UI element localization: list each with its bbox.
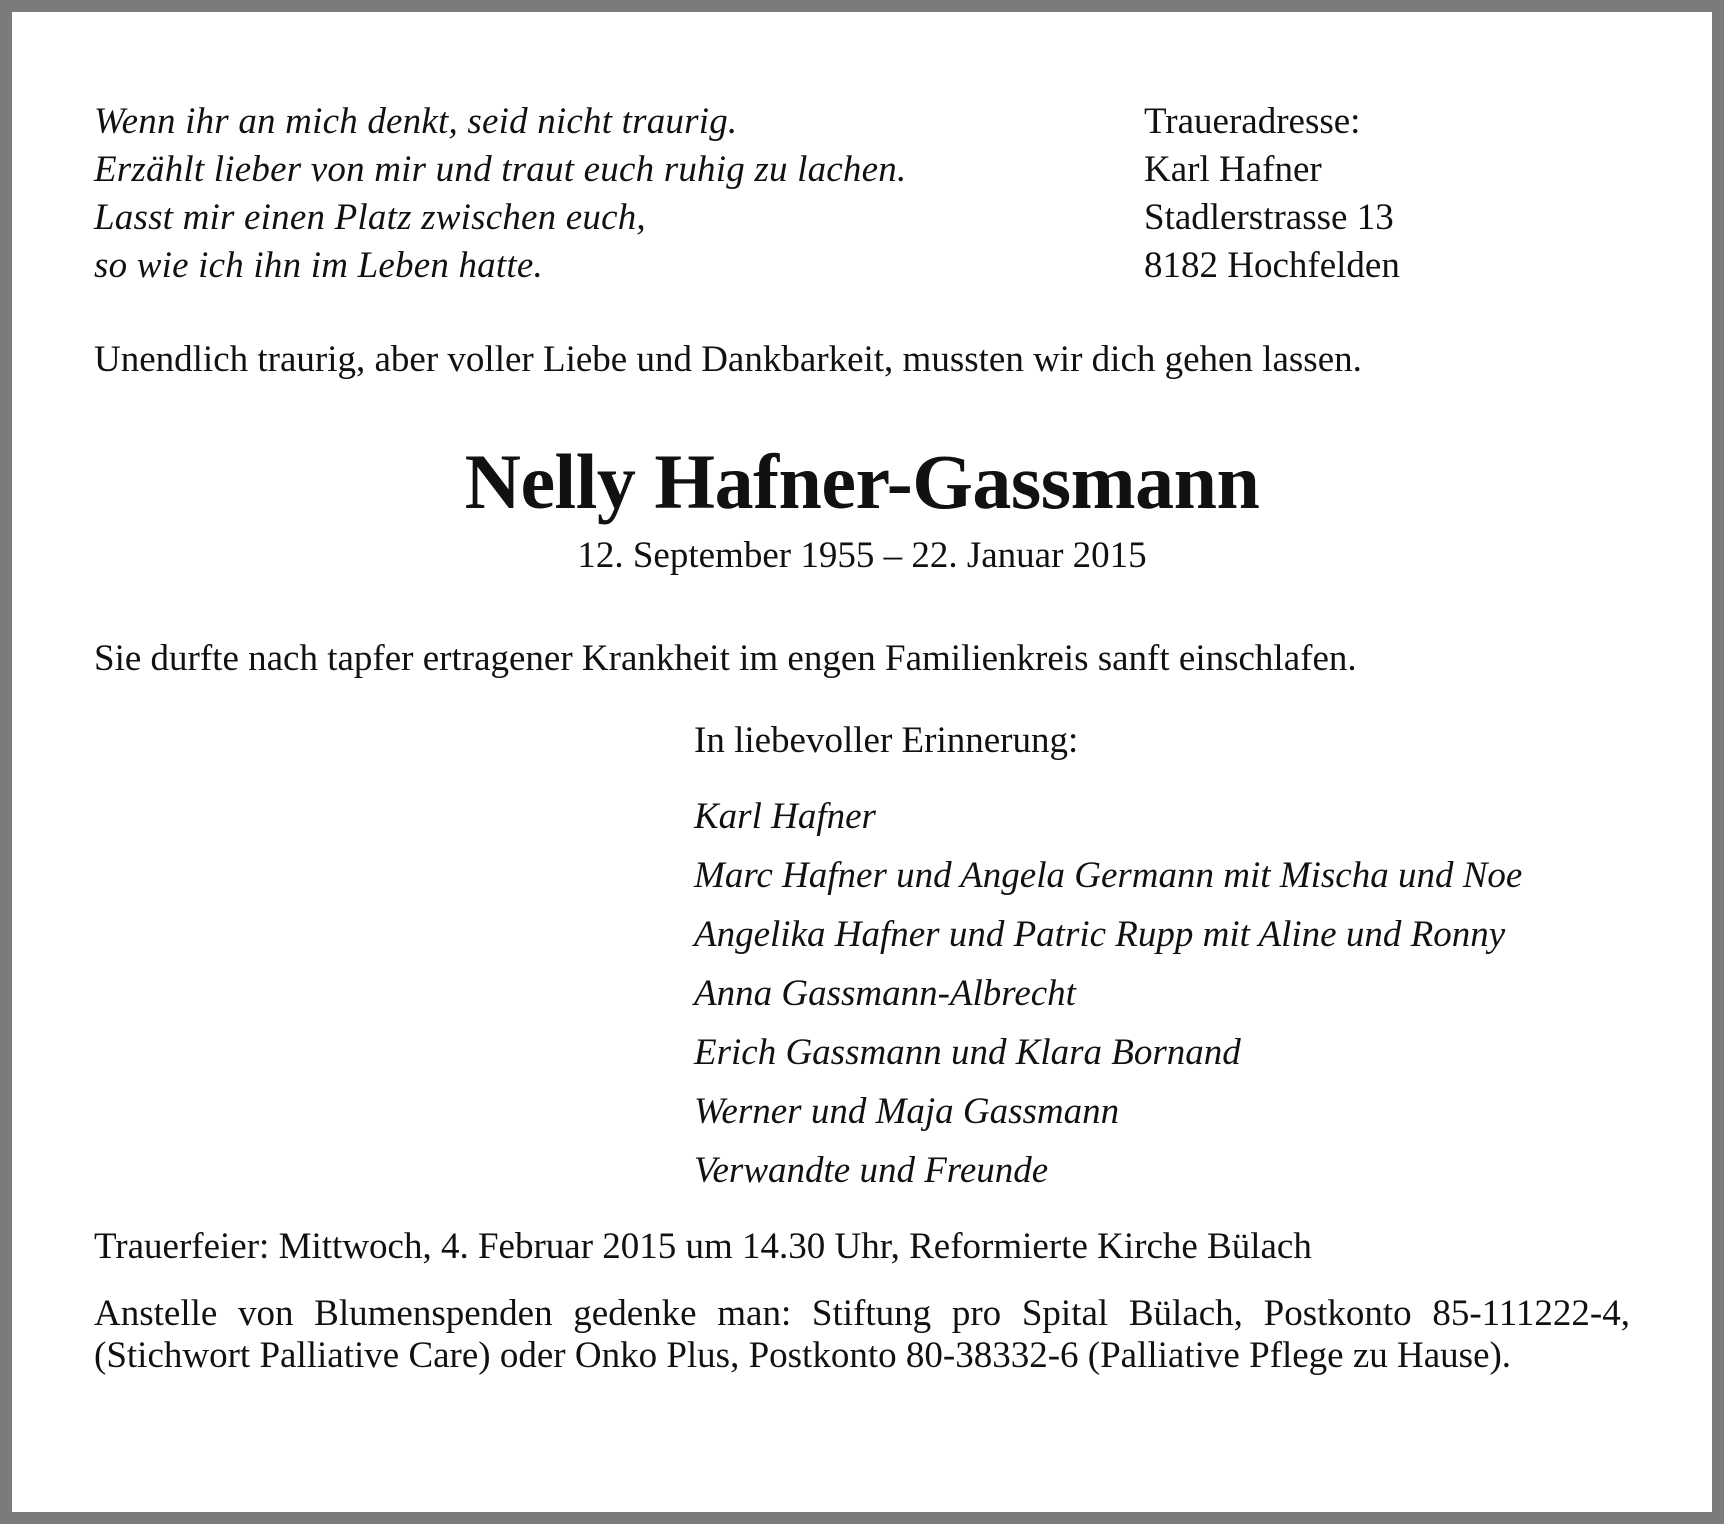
obituary-notice (12, 12, 1712, 1512)
poem (94, 98, 906, 290)
poem-line: Wenn ihr an mich denkt, seid nicht traurig. (94, 101, 738, 142)
poem-line: Erzählt lieber von mir und traut euch ruhig zu lachen. (94, 149, 907, 190)
donations-note: Anstelle von Blumenspenden gedenke man: Stiftung pro Spital Bülach, Postkonto 85-111222-4, (Stichwort Palliative Care) oder Onko Plus, Postkonto 80-38332-6 (Palliative Pflege zu Hause). (94, 1293, 1630, 1376)
life-dates: 12. September 1955 – 22. Januar 2015 (577, 535, 1147, 576)
address-city: 8182 Hochfelden (1144, 245, 1400, 286)
intro-text: Unendlich traurig, aber voller Liebe und Dankbarkeit, mussten wir dich gehen lassen. (94, 339, 1362, 380)
mourner-entry: Erich Gassmann und Klara Bornand (694, 1032, 1241, 1073)
mourner-entry: Marc Hafner und Angela Germann mit Mischa und Noe (694, 855, 1523, 896)
poem-line: so wie ich ihn im Leben hatte. (94, 245, 543, 286)
funeral-service: Trauerfeier: Mittwoch, 4. Februar 2015 um 14.30 Uhr, Reformierte Kirche Bülach (94, 1226, 1312, 1267)
mourning-address (1144, 98, 1400, 290)
address-name: Karl Hafner (1144, 149, 1322, 190)
address-street: Stadlerstrasse 13 (1144, 197, 1394, 238)
mourners-list (694, 787, 1522, 1200)
passing-text: Sie durfte nach tapfer ertragener Krankheit im engen Familienkreis sanft einschlafen. (94, 638, 1357, 679)
poem-line: Lasst mir einen Platz zwischen euch, (94, 197, 646, 238)
mourner-entry: Karl Hafner (694, 796, 876, 837)
mourner-entry: Werner und Maja Gassmann (694, 1091, 1120, 1132)
mourner-entry: Verwandte und Freunde (694, 1150, 1049, 1191)
deceased-name: Nelly Hafner-Gassmann (464, 438, 1260, 525)
mourner-entry: Angelika Hafner und Patric Rupp mit Aline und Ronny (694, 914, 1506, 955)
mourner-entry: Anna Gassmann-Albrecht (694, 973, 1076, 1014)
remembrance-label: In liebevoller Erinnerung: (694, 720, 1079, 761)
address-label: Traueradresse: (1144, 101, 1361, 142)
